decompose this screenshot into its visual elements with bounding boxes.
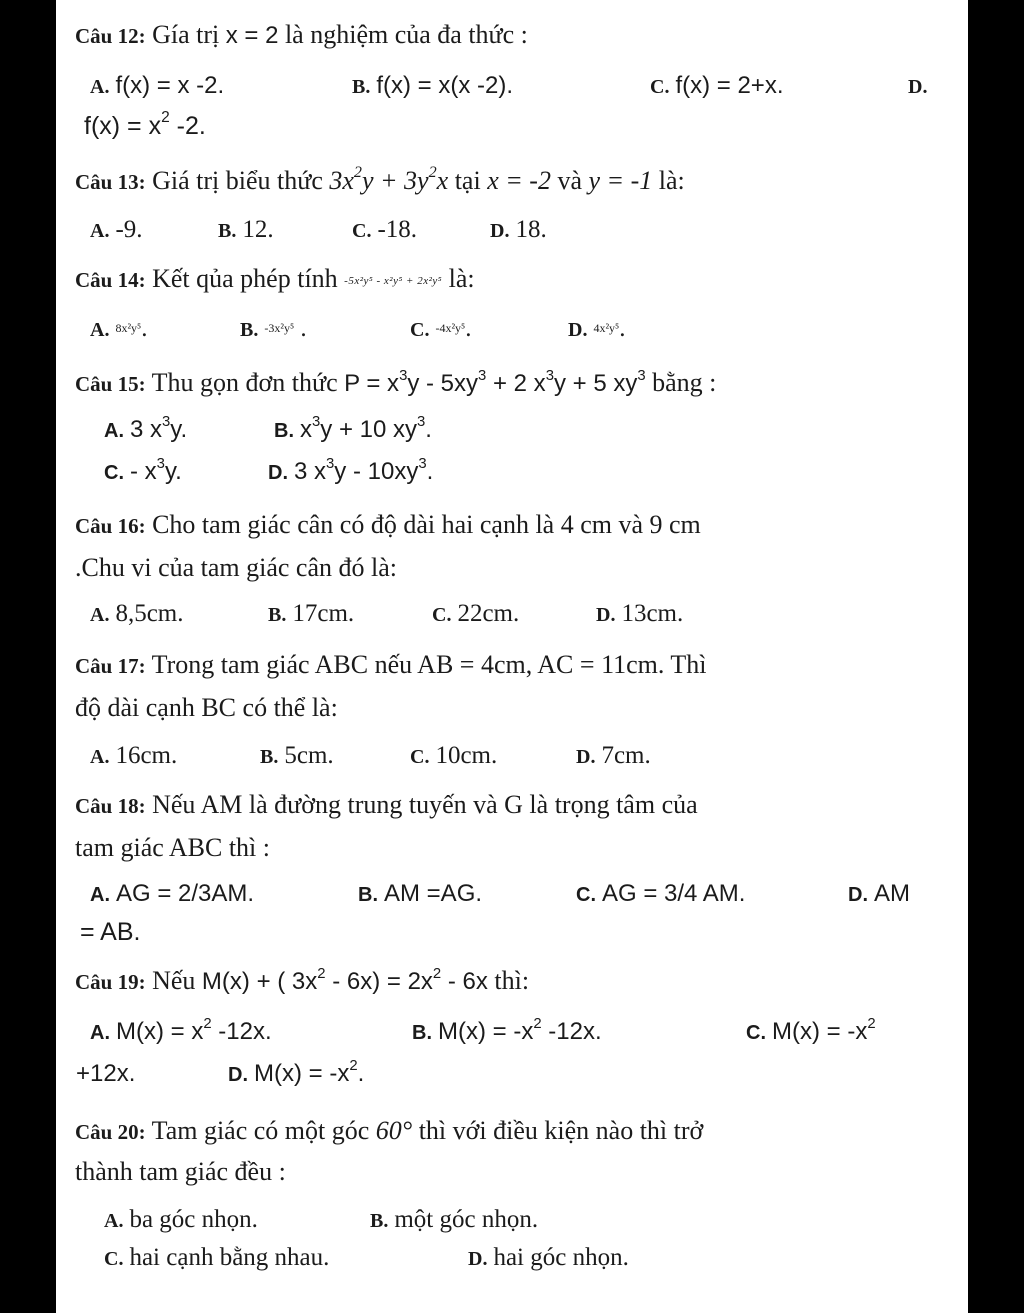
option-d[interactable]: D. AM bbox=[848, 880, 910, 907]
option-b[interactable]: B. -3x²y⁵ . bbox=[240, 315, 307, 342]
option-d[interactable]: D. 7cm. bbox=[576, 742, 651, 769]
option-b[interactable]: B. 17cm. bbox=[268, 600, 355, 627]
option-d[interactable]: D. 4x²y⁵. bbox=[568, 315, 626, 342]
question-17 bbox=[75, 648, 707, 683]
question-20: Câu 20: Tam giác có một góc 60° thì với điều kiện nào thì trở bbox=[75, 1116, 704, 1145]
question-text: Cho tam giác cân có độ dài hai cạnh là 4 cm và 9 cm bbox=[145, 510, 701, 539]
math-expression: M(x) + ( $3x^2 - 6x) = 2x^2 - 6x$ bbox=[201, 965, 488, 995]
option-a[interactable]: A. f(x) = x -2. bbox=[90, 72, 225, 99]
question-16 bbox=[75, 508, 701, 543]
option-b[interactable]: B. f(x) = x(x -2). bbox=[352, 72, 514, 99]
option-a[interactable]: A. -9. bbox=[90, 216, 143, 243]
option-a[interactable]: A. 8x²y⁵. bbox=[90, 315, 148, 342]
question-label: Câu 15: bbox=[75, 372, 146, 396]
question-label: Câu 12: bbox=[75, 24, 146, 48]
option-d[interactable]: D. 18. bbox=[490, 216, 547, 243]
option-d[interactable]: D. 13cm. bbox=[596, 600, 684, 627]
option-a[interactable]: A. 16cm. bbox=[90, 742, 178, 769]
question-label: Câu 16: bbox=[75, 514, 146, 538]
option-c[interactable]: C. f(x) = 2+x. bbox=[650, 72, 784, 99]
option-b[interactable]: B. 5cm. bbox=[260, 742, 334, 769]
question-15: Câu 15: Thu gọn đơn thức $P = x^3y - 5xy^3 + 2$ $x^3y + 5$ $xy^3$ bằng : bbox=[75, 367, 717, 397]
question-label: Câu 13: bbox=[75, 170, 146, 194]
question-13: Câu 13: Giá trị biểu thức $3x^2y + 3y^2x$ tại x = -2 và y = -1 là: bbox=[75, 163, 685, 195]
option-a[interactable]: A. $M(x) = x^2$ -12x. bbox=[90, 1015, 272, 1045]
question-text-line-2: độ dài cạnh BC có thể là: bbox=[75, 693, 338, 722]
question-label: Câu 14: bbox=[75, 268, 146, 292]
question-text: Kết qủa phép tính bbox=[145, 264, 345, 293]
question-label: Câu 20: bbox=[75, 1120, 146, 1144]
option-d[interactable]: D. $M(x) = -x^2$. bbox=[228, 1057, 365, 1087]
question-text: Thu gọn đơn thức bbox=[145, 368, 345, 397]
question-label: Câu 17: bbox=[75, 654, 146, 678]
option-c[interactable]: C. AG = 3/4 AM. bbox=[576, 880, 746, 907]
question-19: Câu 19: Nếu M(x) + ( $3x^2 - 6x) = 2x^2 - 6x$ thì: bbox=[75, 965, 530, 995]
math-y-value: y = -1 bbox=[588, 166, 653, 195]
option-c[interactable]: C. -4x²y⁵. bbox=[410, 315, 472, 342]
math-expression: -5x²y⁵ - x²y⁵ + 2x²y⁵ bbox=[344, 275, 443, 287]
question-text-line-2: thành tam giác đều : bbox=[75, 1157, 286, 1186]
option-d-continuation: = AB. bbox=[80, 918, 141, 946]
option-d[interactable]: D. 3 $x^3y - 10xy^3$. bbox=[268, 455, 434, 485]
option-a[interactable]: A. 3 $x^3y$. bbox=[104, 413, 188, 443]
question-text: Nếu AM là đường trung tuyến và G là trọng tâm của bbox=[145, 790, 698, 819]
option-d[interactable]: D. bbox=[908, 76, 928, 98]
question-12 bbox=[75, 18, 528, 53]
option-a[interactable]: A. AG = 2/3AM. bbox=[90, 880, 255, 907]
option-c[interactable]: C. $M(x) = -x^2$ bbox=[746, 1015, 876, 1045]
option-a[interactable]: A. 8,5cm. bbox=[90, 600, 184, 627]
option-b[interactable]: B. 12. bbox=[218, 216, 274, 243]
math-expression: $3x^2y + 3y^2x$ bbox=[329, 163, 449, 195]
option-d[interactable]: D. hai góc nhọn. bbox=[468, 1244, 629, 1271]
math-expression: $P = x^3y - 5xy^3 + 2$ $x^3y + 5$ $xy^3$ bbox=[344, 367, 646, 397]
option-a[interactable]: A. ba góc nhọn. bbox=[104, 1206, 258, 1233]
question-text: Trong tam giác ABC nếu AB = 4cm, AC = 11cm. Thì bbox=[145, 650, 707, 679]
question-label: Câu 19: bbox=[75, 970, 146, 994]
option-b[interactable]: B. một góc nhọn. bbox=[370, 1206, 539, 1233]
question-text-line-2: .Chu vi của tam giác cân đó là: bbox=[75, 553, 398, 582]
question-14: Câu 14: Kết qủa phép tính -5x²y⁵ - x²y⁵ + 2x²y⁵ là: bbox=[75, 264, 475, 293]
option-c[interactable]: C. 10cm. bbox=[410, 742, 498, 769]
question-text: là nghiệm của đa thức : bbox=[278, 20, 528, 49]
option-c[interactable]: C. -18. bbox=[352, 216, 418, 243]
option-b[interactable]: B. $M(x) = -x^2$ -12x. bbox=[412, 1015, 602, 1045]
question-text: Giá trị biểu thức bbox=[145, 166, 330, 195]
option-b[interactable]: B. AM =AG. bbox=[358, 880, 483, 907]
question-label: Câu 18: bbox=[75, 794, 146, 818]
option-c[interactable]: C. 22cm. bbox=[432, 600, 520, 627]
option-d-continuation: $f(x) = x^2$ -2. bbox=[84, 109, 206, 140]
question-text: Gía trị bbox=[145, 20, 226, 49]
math-expression: x = 2 bbox=[225, 22, 279, 49]
option-c[interactable]: C. hai cạnh bằng nhau. bbox=[104, 1244, 330, 1271]
question-text: Tam giác có một góc bbox=[145, 1116, 376, 1145]
question-text-line-2: tam giác ABC thì : bbox=[75, 833, 270, 862]
question-text: Nếu bbox=[145, 966, 202, 995]
question-18 bbox=[75, 788, 698, 823]
angle-value: 60° bbox=[375, 1116, 413, 1145]
option-c[interactable]: C. - $x^3y$. bbox=[104, 455, 182, 485]
option-c-continuation: +12x. bbox=[76, 1060, 136, 1087]
math-x-value: x = -2 bbox=[487, 166, 551, 195]
option-b[interactable]: B. $x^3y + 10$ $xy^3$. bbox=[274, 413, 432, 443]
